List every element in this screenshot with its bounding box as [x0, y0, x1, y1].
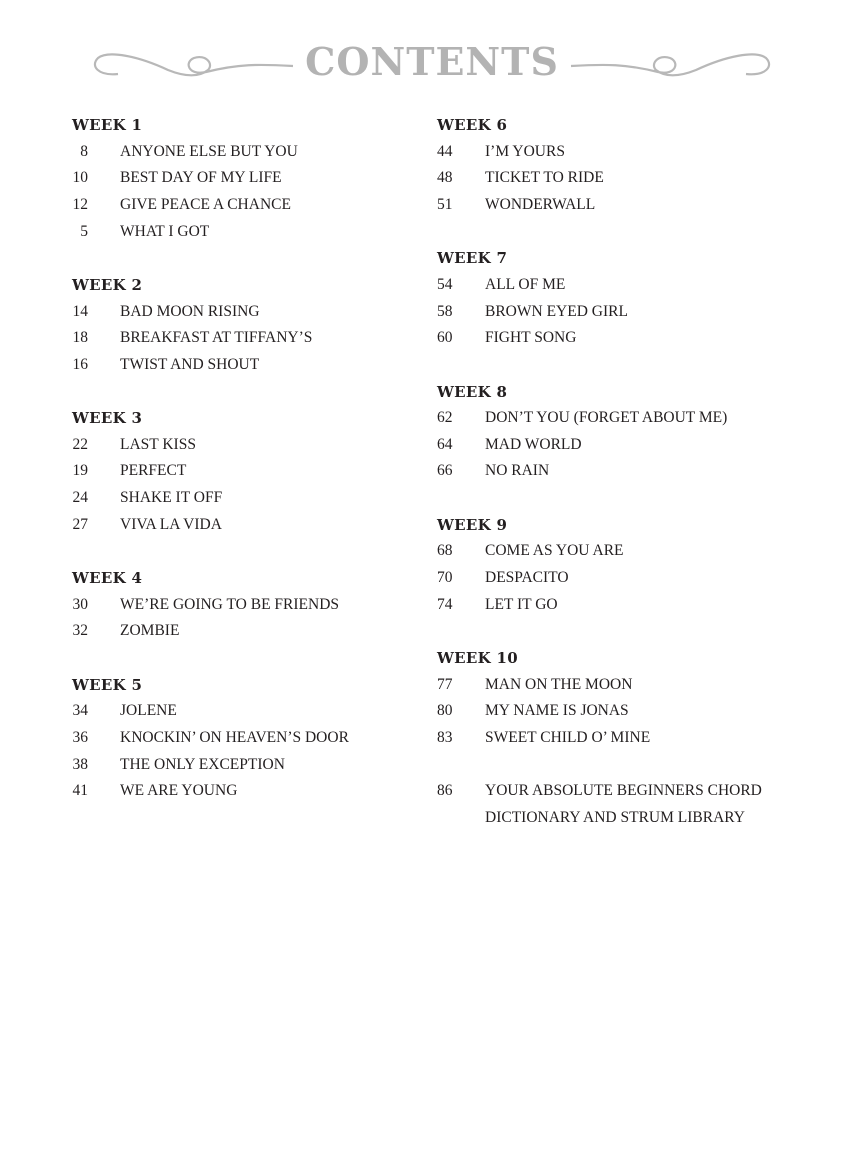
week-heading: WEEK 6: [437, 116, 508, 134]
song-title: BROWN EYED GIRL: [485, 302, 628, 320]
right-column: [427, 112, 827, 832]
page-number: 80: [437, 702, 453, 720]
page-number: 34: [72, 702, 88, 720]
page-number: 24: [72, 489, 88, 507]
song-title: LAST KISS: [120, 435, 196, 453]
page-number: 64: [437, 435, 453, 453]
week-heading: WEEK 9: [437, 515, 508, 534]
toc-entry[interactable]: [62, 139, 422, 166]
song-title: PERFECT: [120, 462, 187, 480]
week-section: [62, 405, 422, 538]
page-number: 86: [437, 782, 453, 800]
week-section: [62, 112, 422, 245]
toc-entry[interactable]: [62, 725, 422, 752]
song-title: I’M YOURS: [485, 142, 565, 160]
page-number: 10: [72, 169, 88, 187]
song-title: JOLENE: [120, 702, 177, 720]
song-title: MAN ON THE MOON: [485, 675, 633, 693]
page-number: 5: [80, 222, 88, 240]
toc-entry[interactable]: [62, 778, 422, 805]
song-title: MAD WORLD: [485, 435, 582, 453]
week-section: [62, 565, 422, 645]
page-number: 70: [437, 569, 453, 587]
song-title: WE ARE YOUNG: [120, 782, 238, 800]
song-title: SWEET CHILD O’ MINE: [485, 728, 651, 746]
page-title: CONTENTS: [305, 39, 559, 84]
toc-entry[interactable]: [62, 299, 422, 326]
week-heading: WEEK 5: [72, 675, 143, 694]
toc-entry[interactable]: [62, 698, 422, 725]
week-heading: WEEK 4: [72, 569, 143, 588]
song-title: DON’T YOU (FORGET ABOUT ME): [485, 409, 728, 427]
week-section: [62, 272, 422, 379]
page-number: 54: [437, 275, 453, 293]
song-title: ZOMBIE: [120, 622, 180, 640]
toc-entry[interactable]: [62, 432, 422, 459]
week-heading: WEEK 2: [72, 275, 143, 294]
song-title: WE’RE GOING TO BE FRIENDS: [120, 595, 340, 613]
toc-entry[interactable]: [62, 165, 422, 192]
page-number: 19: [72, 462, 88, 480]
song-title: WHAT I GOT: [120, 222, 210, 240]
week-section: [427, 645, 827, 752]
week-heading: WEEK 3: [72, 409, 143, 428]
toc-entry[interactable]: [427, 725, 827, 752]
toc-entry[interactable]: [62, 192, 422, 219]
week-heading: WEEK 1: [72, 116, 143, 134]
song-title: SHAKE IT OFF: [120, 489, 223, 507]
toc-entry[interactable]: [427, 325, 827, 352]
right-flourish-icon: [566, 42, 776, 86]
song-title: FIGHT SONG: [485, 329, 577, 347]
week-section: [427, 512, 827, 619]
toc-entry[interactable]: [427, 405, 827, 432]
song-title: MY NAME IS JONAS: [485, 702, 629, 720]
toc-entry[interactable]: [62, 512, 422, 539]
song-title: COME AS YOU ARE: [485, 542, 624, 560]
page-number: 12: [72, 195, 88, 213]
toc-entry[interactable]: [427, 165, 827, 192]
song-title: TWIST AND SHOUT: [120, 355, 260, 373]
week-section: [427, 379, 827, 486]
song-title: BEST DAY OF MY LIFE: [120, 169, 282, 187]
toc-entry[interactable]: [62, 325, 422, 352]
page-number: 32: [72, 622, 88, 640]
toc-entry[interactable]: [62, 485, 422, 512]
song-title: ALL OF ME: [485, 275, 566, 293]
toc-entry[interactable]: [62, 752, 422, 779]
week-heading: WEEK 8: [437, 382, 508, 401]
page-number: 60: [437, 329, 453, 347]
appendix-title: YOUR ABSOLUTE BEGINNERS CHORD DICTIONARY AND STRUM LIBRARY: [485, 782, 762, 826]
toc-entry[interactable]: [427, 192, 827, 219]
page-number: 8: [80, 142, 88, 160]
song-title: VIVA LA VIDA: [120, 515, 222, 533]
page-number: 74: [437, 595, 453, 613]
toc-entry[interactable]: [427, 672, 827, 699]
page-number: 44: [437, 142, 453, 160]
song-title: KNOCKIN’ ON HEAVEN’S DOOR: [120, 728, 349, 746]
toc-entry[interactable]: [427, 458, 827, 485]
page-number: 18: [72, 329, 88, 347]
page-number: 27: [72, 515, 88, 533]
toc-entry-appendix[interactable]: [427, 778, 827, 831]
song-title: ANYONE ELSE BUT YOU: [120, 142, 298, 160]
page-number: 14: [72, 302, 88, 320]
page-number: 22: [72, 435, 88, 453]
song-title: WONDERWALL: [485, 195, 596, 213]
page-number: 48: [437, 169, 453, 187]
page-number: 36: [72, 728, 88, 746]
page-number: 38: [72, 755, 88, 773]
toc-entry[interactable]: [427, 538, 827, 565]
page-number: 68: [437, 542, 453, 560]
left-column: [62, 112, 422, 832]
page-number: 30: [72, 595, 88, 613]
toc-entry[interactable]: [62, 618, 422, 645]
week-section: [427, 245, 827, 352]
toc-entry[interactable]: [427, 432, 827, 459]
page-number: 77: [437, 675, 453, 693]
toc-entry[interactable]: [427, 698, 827, 725]
page-number: 41: [72, 782, 88, 800]
song-title: TICKET TO RIDE: [485, 169, 604, 187]
toc-entry[interactable]: [427, 272, 827, 299]
song-title: GIVE PEACE A CHANCE: [120, 195, 291, 213]
page-number: 62: [437, 409, 453, 427]
page-number: 66: [437, 462, 453, 480]
page-number: 83: [437, 728, 453, 746]
toc-entry[interactable]: [427, 139, 827, 166]
page-number: 51: [437, 195, 453, 213]
song-title: NO RAIN: [485, 462, 550, 480]
song-title: THE ONLY EXCEPTION: [120, 755, 285, 773]
toc-entry[interactable]: [62, 592, 422, 619]
week-section: [427, 112, 827, 219]
song-title: LET IT GO: [485, 595, 558, 613]
page-number: 58: [437, 302, 453, 320]
song-title: DESPACITO: [485, 569, 569, 587]
toc-entry[interactable]: [62, 458, 422, 485]
toc-entry[interactable]: [427, 592, 827, 619]
toc-entry[interactable]: [62, 352, 422, 379]
toc-entry[interactable]: [427, 299, 827, 326]
page-number: 16: [72, 355, 88, 373]
week-heading: WEEK 7: [437, 249, 508, 268]
contents-header: [0, 38, 864, 88]
song-title: BREAKFAST AT TIFFANY’S: [120, 329, 313, 347]
song-title: BAD MOON RISING: [120, 302, 260, 320]
week-heading: WEEK 10: [437, 649, 518, 667]
week-section: [62, 672, 422, 805]
toc-entry[interactable]: [62, 219, 422, 246]
toc-entry[interactable]: [427, 565, 827, 592]
